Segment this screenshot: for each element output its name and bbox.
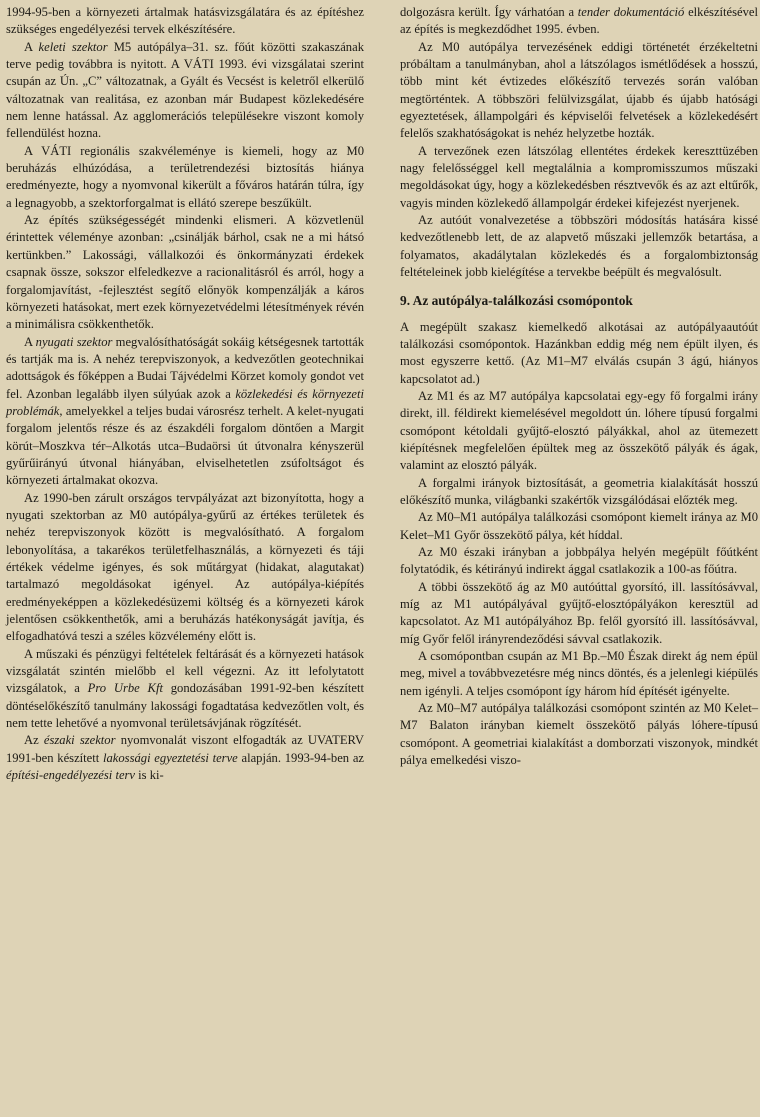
paragraph: A keleti szektor M5 autópálya–31. sz. főút közötti szakaszának terve pedig továbbra is nyitott. A VÁTI 1993. évi vizsgálatai szerint csupán az Ún. „C” változatnak, a Gyált és Vecsést is keletről elkerülő változatnak van realitása, ez azonban már Budapest közlekedésére nem lenne hatással. Az agglomerációs településekre viszont komoly fellendülést hozna. (6, 39, 364, 141)
paragraph: Az 1990-ben zárult országos tervpályázat azt bizonyította, hogy a nyugati szektorban az M0 autópálya-gyűrű az értékes területek és nehéz terepviszonyok között is megvalósítható. A forgalom lebonyolítása, a takarékos területfelhasználás, a környezeti és táji értékek védelme igényes, és sok műtárgyat (hidakat, alagutakat) tartalmazó megoldásokat igényel. Az autópálya-kiépítés eredményeképpen a közlekedésüzemi költség és a környezeti károk jelentősen csökkenthetők, ami a beruházás hatékonyságát javítja, és elfogadhatóvá teszi a széles közvélemény előtt is. (6, 490, 364, 644)
paragraph: 1994-95-ben a környezeti ártalmak hatásvizsgálatára és az építéshez szükséges engedélyezési tervek elkészítésére. (6, 5, 364, 37)
emphasis: építési-engedélyezési terv (6, 768, 136, 783)
paragraph: A forgalmi irányok biztosítását, a geometria kialakítását hosszú előkészítő munka, világbanki szakértők vizsgálódásai előzték meg. (400, 475, 758, 507)
paragraph: Az északi szektor nyomvonalát viszont elfogadták az UVATERV 1991-ben készített lakossági egyeztetési terve alapján. 1993-94-ben az építési-engedélyezési terv is ki- (6, 733, 364, 783)
emphasis: keleti szektor (38, 39, 108, 54)
paragraph: A megépült szakasz kiemelkedő alkotásai az autópályaautóút találkozási csomópontok. Hazánkban eddig még nem épült ilyen, és most egyszerre kettő. (Az M1–M7 elválás csupán 3 ágú, hiányos kapcsolatot ad.) (400, 319, 758, 386)
paragraph: Az M0–M7 autópálya találkozási csomópont szintén az M0 Kelet–M7 Balaton irányban kiemelt összekötő pályás lóhere-típusú csomópont. A geometriai kialakítást a domborzati viszonyok, mindkét pálya emelkedési viszo- (400, 701, 758, 768)
right-column (400, 4, 758, 769)
paragraph: Az M0 északi irányban a jobbpálya helyén megépült főútként folytatódik, és kétirányú indirekt ággal csatlakozik a 100-as főútra. (400, 544, 758, 577)
emphasis: nyugati szektor (35, 334, 113, 349)
emphasis: tender dokumentáció (577, 5, 685, 19)
paragraph: A csomópontban csupán az M1 Bp.–M0 Észak direkt ág nem épül meg, mivel a továbbvezetésre még nincs döntés, és a jelenlegi kiépülés nem igényli. A teljes csomópont így három híd építését igényelte. (400, 649, 758, 698)
paragraph: A műszaki és pénzügyi feltételek feltárását és a környezeti hatások vizsgálatát szintén mielőbb el kell végezni. Az itt lefolytatott vizsgálatok, a Pro Urbe Kft gondozásában 1991-92-ben készített döntéselőkészítő tanulmány lakossági fogadtatása kedvezőtlen volt, és nem tette lehetővé a nyomvonal területsávjának rögzítését. (6, 646, 364, 731)
emphasis: Pro Urbe Kft (87, 681, 163, 696)
paragraph: A VÁTI regionális szakvéleménye is kiemeli, hogy az M0 beruházás elhúzódása, a területrendezési biztosítás hiánya eredményezte, hogy a nyomvonal kikerült a főváros határán túlra, így a legnagyobb, a szektorforgalmat is ellátó szerepe beszűkült. (6, 143, 364, 210)
paragraph: A többi összekötő ág az M0 autóúttal gyorsító, ill. lassítósávval, míg az M1 autópályával gyűjtő-elosztópályákon keresztül ad kapcsolatot. Az M1 autópályához Bp. felől gyorsító ill. lassítósávval, míg Győr felől irányrendeződési sávval csatlakozik. (400, 579, 758, 646)
section-heading: 9. Az autópálya-találkozási csomópontok (400, 292, 633, 308)
emphasis: lakossági egyeztetési terve (103, 750, 238, 765)
paragraph: Az M0 autópálya tervezésének eddigi történetét érzékeltetni próbáltam a tanulmányban, ahol a látszólagos ismétlődések a hosszú, több mint két évtizedes előkészítő tervezés során valóban megtörténtek. A többszöri felülvizsgálat, újabb és újabb hatósági egyeztetések, állampolgári és képviselői felvetések a közlekedésért felelős szakhatóságokat is nehéz helyzetbe hozták. (400, 39, 758, 141)
paragraph: Az M0–M1 autópálya találkozási csomópont kiemelt iránya az M0 Kelet–M1 Győr összekötő pálya, két híddal. (400, 510, 758, 542)
paragraph: A nyugati szektor megvalósíthatóságát sokáig kétségesnek tartották és tartják ma is. A nehéz terepviszonyok, a kedvezőtlen geotechnikai adottságok és főképpen a Budai Tájvédelmi Körzet komoly gondot vet fel. Azonban legalább ilyen súlyúak azok a közlekedési és környezeti problémák, amelyekkel a teljes budai városrész terhelt. A kelet-nyugati forgalom jelentős része és az északdéli forgalom döntően a Margit körút–Moszkva tér–Alkotás utca–Budaörsi út útvonalra kényszerül gyűrűirányú útvonal hiányában, elviselhetetlen zsúfoltságot és környezeti ártalmakat okozva. (6, 334, 364, 488)
emphasis: közlekedési és környezeti problémák (6, 386, 364, 418)
paragraph: Az autóút vonalvezetése a többszöri módosítás hatására kissé kedvezőtlenebb lett, de az alapvető műszaki jellemzők betartása, a folyamatos, akadálytalan közlekedés és a forgalombiztonság feltételeinek jobb kielégítése a tervekbe beépült és megvalósult. (400, 213, 758, 280)
paragraph: A tervezőnek ezen látszólag ellentétes érdekek kereszttüzében nagy felelősséggel kell megtalálnia a kompromisszumos műszaki megoldásokat úgy, hogy a közlekedésben résztvevők és az azt eltűrők, vagyis minden közlekedő állampolgár érdekei kifejezést nyerjenek. (400, 143, 758, 210)
left-column (6, 4, 364, 784)
paragraph: dolgozásra került. Így várhatóan a tender dokumentáció elkészítésével az építés is megkezdődhet 1995. évben. (400, 5, 759, 37)
emphasis: északi szektor (43, 733, 116, 748)
paragraph: Az építés szükségességét mindenki elismeri. A közvetlenül érintettek véleménye azonban: „csinálják bárhol, csak ne a mi hátsó kertünkben.” Lakossági, vállalkozói és önkormányzati érdekek csapnak össze, sokszor elfeledkezve a racionalitásról és arról, hogy a forgalomjavítást, -fejlesztést segítő előnyök kompenzálják a káros környezeti hatásokat, mert ezek környezetvédelmi létesítmények révén a minimálisra csökkenthetők. (6, 213, 364, 332)
paragraph: Az M1 és az M7 autópálya kapcsolatai egy-egy fő forgalmi irány direkt, ill. féldirekt kiemelésével megoldott ún. lóhere típusú forgalmi csomópont kétoldali gyűjtő-elosztó pályákkal, ahol az ütemezett kiépítésnek megfelelően épültek meg az összekötő pályák és ágak, valamint az elosztó pályák. (400, 388, 758, 473)
